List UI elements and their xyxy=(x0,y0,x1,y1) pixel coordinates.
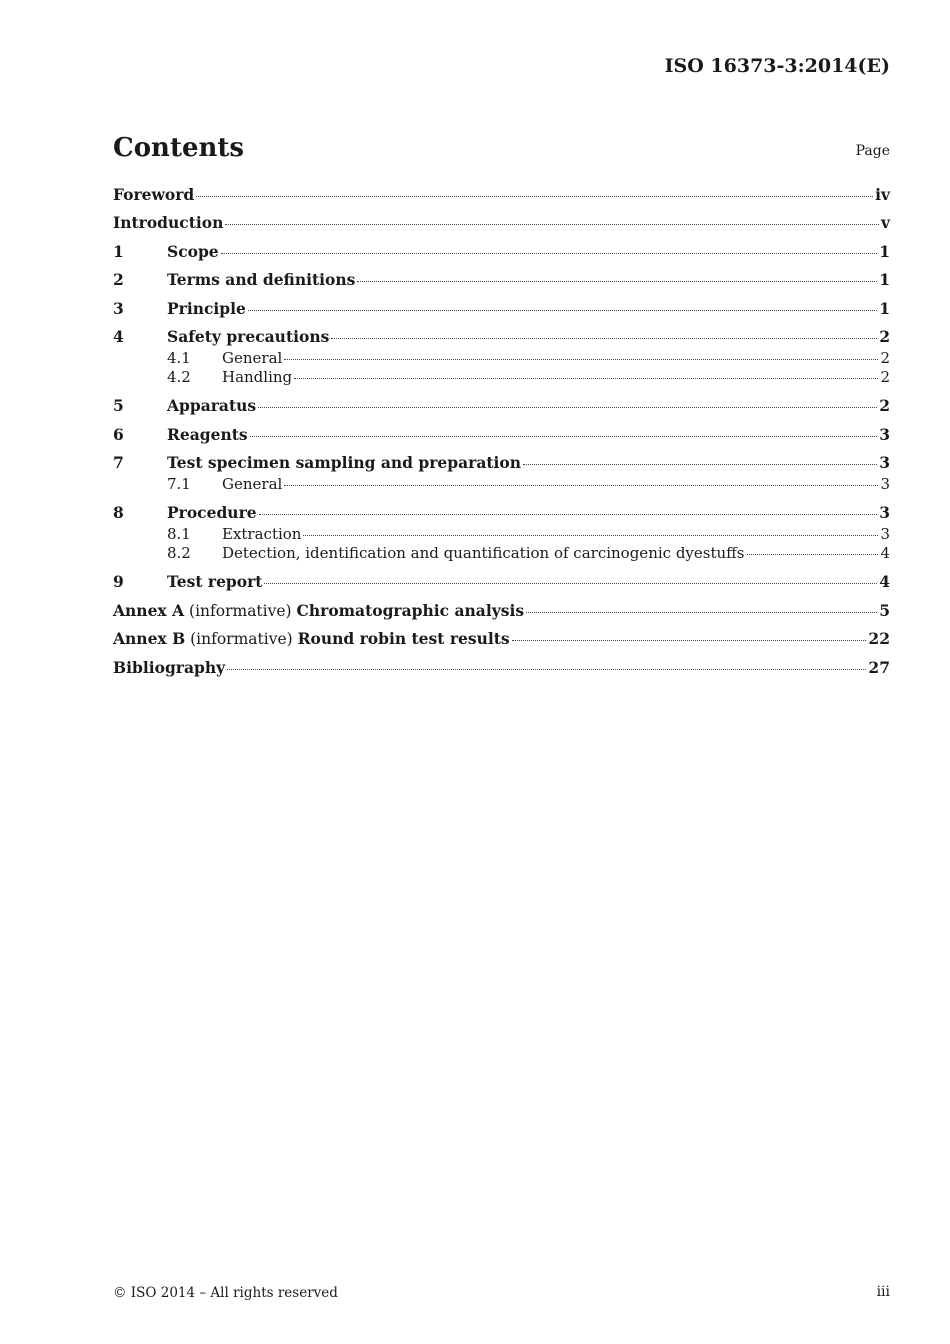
toc-entry-number: 5 xyxy=(113,396,124,416)
toc-subentry-number: 4.2 xyxy=(167,368,191,387)
dot-leader xyxy=(250,436,878,437)
toc-entry-test-report[interactable] xyxy=(113,572,890,600)
toc-subentry-page: 3 xyxy=(880,525,890,544)
toc-entry-scope[interactable] xyxy=(113,242,890,270)
toc-subentry-page: 4 xyxy=(880,544,890,563)
toc-entry-title: Bibliography xyxy=(113,657,226,677)
toc-entry-foreword[interactable] xyxy=(113,185,890,213)
toc-entry-title: Introduction xyxy=(113,213,224,233)
toc-entry-title: Test report xyxy=(167,572,263,592)
toc-entry-title: Reagents xyxy=(167,424,248,444)
toc-entry-safety-precautions[interactable] xyxy=(113,327,890,349)
toc-subentry-number: 8.2 xyxy=(167,544,191,563)
toc-subentry-page: 2 xyxy=(880,368,890,387)
toc-entry-title: Chromatographic analysis xyxy=(296,600,525,620)
toc-entry-page: v xyxy=(880,213,890,233)
toc-entry-terms-and-definitions[interactable] xyxy=(113,270,890,298)
dot-leader xyxy=(303,535,878,536)
toc-entry-number: 8 xyxy=(113,503,124,523)
toc-entry-procedure[interactable] xyxy=(113,503,890,525)
toc-entry-bibliography[interactable] xyxy=(113,658,890,686)
toc-entry-page: 1 xyxy=(879,241,890,261)
toc-entry-page: 1 xyxy=(879,298,890,318)
copyright-notice: © ISO 2014 – All rights reserved xyxy=(113,1285,338,1301)
dot-leader xyxy=(357,281,877,282)
toc-entry-title: Terms and definitions xyxy=(167,270,356,290)
toc-subentry-page: 3 xyxy=(880,475,890,494)
toc-entry-number: 2 xyxy=(113,270,124,290)
annex-type: (informative) xyxy=(189,601,292,620)
toc-entry-page: 27 xyxy=(868,657,890,677)
dot-leader xyxy=(225,224,879,225)
toc-subentry-title: Handling xyxy=(222,368,293,387)
toc-subentry-number: 4.1 xyxy=(167,348,191,367)
toc-entry-test-specimen[interactable] xyxy=(113,453,890,475)
annex-label: Annex A xyxy=(113,600,185,620)
toc-entry-page: 3 xyxy=(879,424,890,444)
toc-entry-number: 6 xyxy=(113,424,124,444)
dot-leader xyxy=(526,612,877,613)
toc-subentry-title: Extraction xyxy=(222,525,302,544)
toc-entry-introduction[interactable] xyxy=(113,213,890,241)
dot-leader xyxy=(512,640,867,641)
annex-label: Annex B xyxy=(113,629,186,649)
toc-entry-title: Safety precautions xyxy=(167,326,330,346)
dot-leader xyxy=(284,485,878,486)
toc-subentry-title: General xyxy=(222,348,283,367)
toc-entry-number: 1 xyxy=(113,241,124,261)
toc-subentry-number: 8.1 xyxy=(167,525,191,544)
dot-leader xyxy=(331,338,877,339)
toc-entry-number: 4 xyxy=(113,326,124,346)
page-column-label: Page xyxy=(855,143,890,159)
dot-leader xyxy=(221,253,878,254)
toc-entry-title: Principle xyxy=(167,298,246,318)
toc-entry-number: 3 xyxy=(113,298,124,318)
dot-leader xyxy=(196,196,873,197)
toc-entry-apparatus[interactable] xyxy=(113,396,890,424)
toc-entry-title: Test specimen sampling and preparation xyxy=(167,453,522,473)
annex-type: (informative) xyxy=(190,630,293,649)
toc-entry-number: 7 xyxy=(113,453,124,473)
toc-entry-principle[interactable] xyxy=(113,299,890,327)
toc-subentry-general[interactable] xyxy=(113,349,890,368)
toc-subentry-title: General xyxy=(222,475,283,494)
dot-leader xyxy=(259,514,878,515)
toc-subentry-detection[interactable] xyxy=(113,544,890,572)
dot-leader xyxy=(248,310,877,311)
toc-entry-title: Scope xyxy=(167,241,219,261)
contents-title: Contents xyxy=(113,133,245,163)
toc-entry-title: Foreword xyxy=(113,185,195,204)
dot-leader xyxy=(523,464,877,465)
toc-entry-page: 3 xyxy=(879,453,890,473)
toc-entry-page: 3 xyxy=(879,503,890,523)
toc-entry-page: 4 xyxy=(879,572,890,592)
toc-entry-page: iv xyxy=(875,185,890,204)
dot-leader xyxy=(294,378,878,379)
toc-entry-annex-a[interactable] xyxy=(113,601,890,629)
toc-subentry-general[interactable] xyxy=(113,475,890,503)
toc-entry-reagents[interactable] xyxy=(113,425,890,453)
document-id: ISO 16373-3:2014(E) xyxy=(664,55,890,77)
toc-entry-page: 2 xyxy=(879,396,890,416)
page-number: iii xyxy=(876,1284,890,1300)
dot-leader xyxy=(258,407,877,408)
toc-subentry-page: 2 xyxy=(880,348,890,367)
table-of-contents xyxy=(113,185,890,686)
toc-entry-number: 9 xyxy=(113,572,124,592)
dot-leader xyxy=(227,669,866,670)
dot-leader xyxy=(264,583,877,584)
toc-entry-title: Apparatus xyxy=(167,396,257,416)
toc-entry-page: 22 xyxy=(868,629,890,649)
toc-entry-title: Round robin test results xyxy=(297,629,510,649)
toc-entry-page: 1 xyxy=(879,270,890,290)
toc-entry-page: 2 xyxy=(879,326,890,346)
toc-subentry-extraction[interactable] xyxy=(113,525,890,544)
toc-subentry-title: Detection, identification and quantification of carcinogenic dyestuffs xyxy=(222,544,745,563)
toc-subentry-handling[interactable] xyxy=(113,368,890,396)
dot-leader xyxy=(284,359,878,360)
toc-entry-page: 5 xyxy=(879,600,890,620)
toc-subentry-number: 7.1 xyxy=(167,475,191,494)
toc-entry-title: Procedure xyxy=(167,503,257,523)
toc-entry-annex-b[interactable] xyxy=(113,629,890,657)
dot-leader xyxy=(747,554,879,555)
